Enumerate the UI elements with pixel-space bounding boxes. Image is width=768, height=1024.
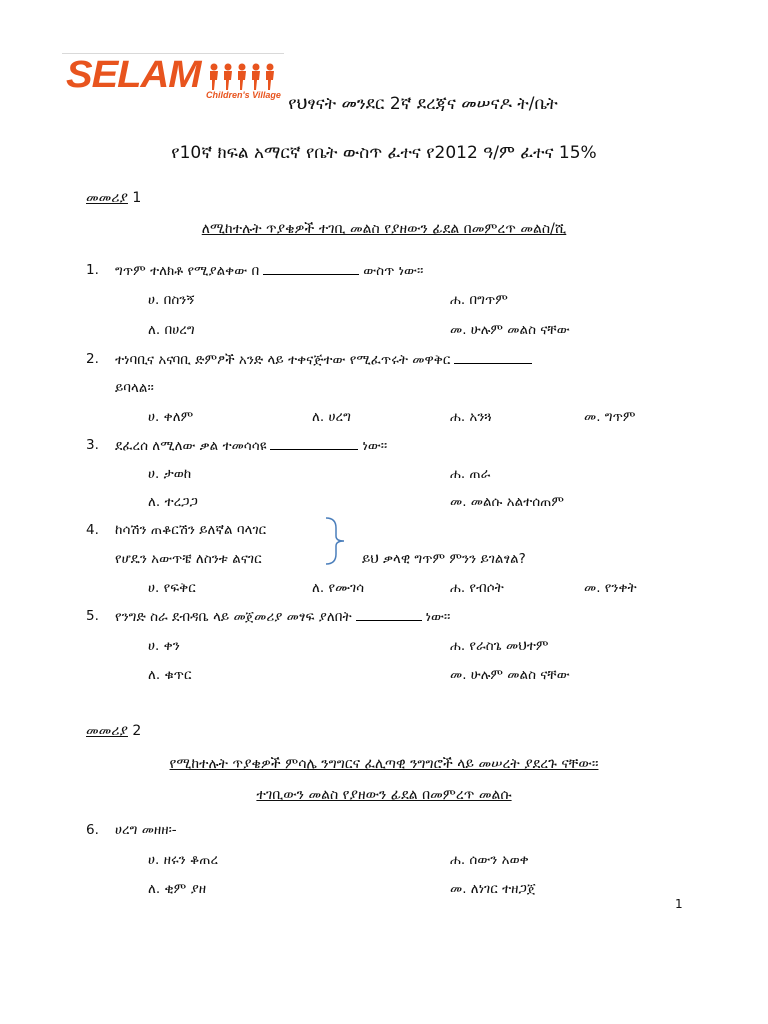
q2-option-d: መ. ግጥም xyxy=(584,409,636,425)
q2-blank xyxy=(454,351,532,364)
q4-option-d: መ. የንቀት xyxy=(584,580,637,596)
q3-option-b: ለ. ተረጋጋ xyxy=(148,494,198,510)
section2-instruction-line2: ተገቢውን መልስ የያዘውን ፊደል በመምረጥ መልሱ xyxy=(256,787,512,803)
q6-text: ሀረግ መዘዘ፡- xyxy=(115,822,177,838)
section2-heading-label: መመሪያ xyxy=(86,723,128,739)
logo-subtitle: Children's Village xyxy=(206,90,281,100)
section1-heading-label: መመሪያ xyxy=(86,190,128,206)
q1-option-b: ለ. በሀረግ xyxy=(148,322,195,338)
q1-stem: ግጥም ተለክቶ የሚያልቀው በ xyxy=(115,263,260,279)
q4-verse-line1: ከሳሽን ጠቆርሽን ይለኛል ባላገር xyxy=(115,522,267,538)
q5-blank xyxy=(356,608,422,621)
q1-tail: ውስጥ ነው፡፡ xyxy=(363,263,424,279)
section1-heading-num: 1 xyxy=(132,190,142,206)
q4-question: ይህ ቃላዊ ግጥም ምንን ይገልፃል? xyxy=(362,551,526,567)
q5-stem: የንግድ ስራ ደብዳቤ ላይ መጀመሪያ መፃፍ ያለበት xyxy=(115,609,352,625)
q4-option-b: ለ. የሙገሳ xyxy=(312,580,365,596)
q5-option-c: ሐ. የራስጌ መህተም xyxy=(450,638,549,654)
q2-continuation: ይባላል፡፡ xyxy=(115,380,154,396)
exam-title: የ10ኛ ክፍል አማርኛ የቤት ውስጥ ፈተና የ2012 ዓ/ም ፈተና 15% xyxy=(171,143,597,163)
q6-option-d: መ. ለነገር ተዘጋጀ xyxy=(450,881,536,897)
section1-instruction: ለሚከተሉት ጥያቄዎች ተገቢ መልስ የያዘውን ፊደል በመምረጥ መልስ/ሺ xyxy=(201,221,567,237)
q5-option-b: ለ. ቁጥር xyxy=(148,667,192,683)
q3-tail: ነው፡፡ xyxy=(362,438,388,454)
q5-option-d: መ. ሁሉም መልስ ናቸው xyxy=(450,667,570,683)
q2-stem: ተነባቢና አናባቢ ድምፆች አንድ ላይ ተቀናጅተው የሚፈጥሩት መዋቅር xyxy=(115,352,451,368)
q3-option-a: ሀ. ታወከ xyxy=(148,466,192,482)
q2-number: 2. xyxy=(86,351,99,367)
right-brace-icon xyxy=(324,516,346,566)
q3-blank xyxy=(270,437,358,450)
q3-number: 3. xyxy=(86,437,99,453)
q2-text xyxy=(115,351,536,368)
children-figures-icon xyxy=(208,62,278,92)
q1-blank xyxy=(263,262,359,275)
q1-text xyxy=(115,262,423,279)
section2-heading-num: 2 xyxy=(132,723,142,739)
q3-option-c: ሐ. ጠራ xyxy=(450,466,491,482)
q3-option-d: መ. መልሱ አልተሰጠም xyxy=(450,494,565,510)
section2-heading xyxy=(86,723,141,739)
q2-option-a: ሀ. ቀለም xyxy=(148,409,194,425)
q4-number: 4. xyxy=(86,522,99,538)
section2-instruction-line1: የሚከተሉት ጥያቄዎች ምሳሌ ንግግርና ፈሊጣዊ ንግግሮች ላይ መሠረት ያደረጉ ናቸው፡፡ xyxy=(169,756,599,772)
q2-option-c: ሐ. አንጓ xyxy=(450,409,492,425)
q5-tail: ነው፡፡ xyxy=(425,609,451,625)
q6-option-c: ሐ. ሰውን አወቀ xyxy=(450,852,529,868)
q3-stem: ደፈረሰ ለሚለው ቃል ተመሳሳዩ xyxy=(115,438,267,454)
school-name: የህፃናት መንደር 2ኛ ደረጃና መሠናዶ ት/ቤት xyxy=(288,94,558,114)
q1-number: 1. xyxy=(86,262,99,278)
q1-option-a: ሀ. በስንኝ xyxy=(148,292,195,308)
q6-option-b: ለ. ቂም ያዘ xyxy=(148,881,207,897)
section1-heading xyxy=(86,190,141,206)
q5-text xyxy=(115,608,450,625)
q5-number: 5. xyxy=(86,608,99,624)
q1-option-c: ሐ. በግጥም xyxy=(450,292,508,308)
q1-option-d: መ. ሁሉም መልስ ናቸው xyxy=(450,322,570,338)
q6-number: 6. xyxy=(86,822,99,838)
q6-option-a: ሀ. ዘሩን ቆጠረ xyxy=(148,852,219,868)
page-number: 1 xyxy=(675,897,683,911)
q4-option-a: ሀ. የፍቅር xyxy=(148,580,196,596)
q4-verse-line2: የሆዴን አውጥቼ ለስንቱ ልናገር xyxy=(115,551,262,567)
q5-option-a: ሀ. ቀን xyxy=(148,638,180,654)
q3-text xyxy=(115,437,387,454)
q4-option-c: ሐ. የብሶት xyxy=(450,580,504,596)
q2-option-b: ለ. ሀረግ xyxy=(312,409,351,425)
logo-brand: SELAM xyxy=(66,54,201,96)
